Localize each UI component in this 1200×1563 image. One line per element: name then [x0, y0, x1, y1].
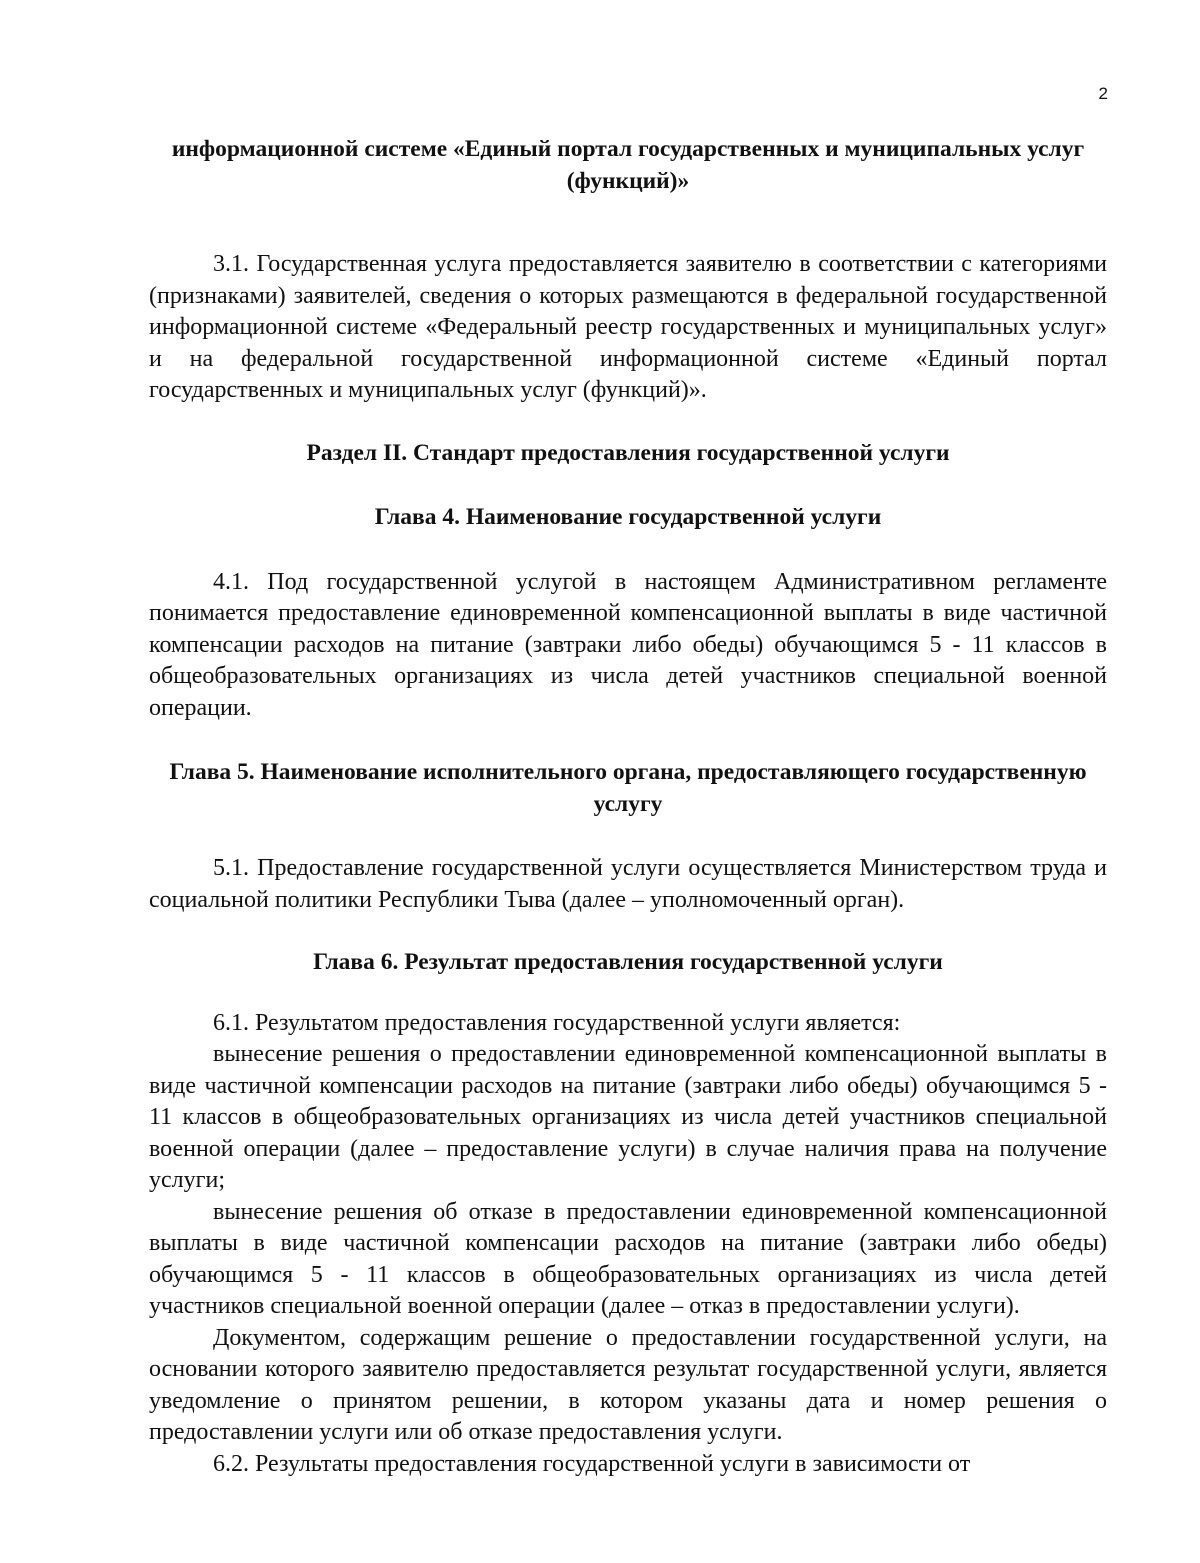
paragraph-3-1: 3.1. Государственная услуга предоставляется заявителю в соответствии с категориями (признаками) заявителей, сведения о которых размещаются в федеральной государственной информационной системе «Федеральный реестр государственных и муниципальных услуг» и на федеральной государственной информационной системе «Единый портал государственных и муниципальных услуг (функций)».	[149, 251, 1107, 403]
chapter-5-heading: Глава 5. Наименование исполнительного органа, предоставляющего государственную услугу	[169, 759, 1087, 817]
document-body	[149, 134, 1107, 1480]
paragraph-6-1-c: Документом, содержащим решение о предоставлении государственной услуги, на основании которого заявителю предоставляется результат государственной услуги, является уведомление о принятом решении, в котором указаны дата и номер решения о предоставлении услуги или об отказе предоставления услуги.	[149, 1324, 1107, 1445]
page-number: 2	[1098, 84, 1108, 103]
paragraph-6-2: 6.2. Результаты предоставления государственной услуги в зависимости от	[213, 1450, 971, 1477]
paragraph-6-1-a: вынесение решения о предоставлении единовременной компенсационной выплаты в виде частичной компенсации расходов на питание (завтраки либо обеды) обучающимся 5 - 11 классов в общеобразовательных организациях из числа детей участников специальной военной операции (далее – предоставление услуги) в случае наличия права на получение услуги;	[149, 1041, 1107, 1193]
paragraph-5-1: 5.1. Предоставление государственной услуги осуществляется Министерством труда и социальной политики Республики Тыва (далее – уполномоченный орган).	[149, 855, 1107, 913]
chapter-6-heading: Глава 6. Результат предоставления государственной услуги	[313, 949, 943, 975]
paragraph-6-1: 6.1. Результатом предоставления государственной услуги является:	[213, 1009, 901, 1036]
title-continuation: информационной системе «Единый портал государственных и муниципальных услуг (функций)»	[171, 136, 1085, 194]
section-2-heading: Раздел II. Стандарт предоставления государственной услуги	[306, 439, 950, 466]
paragraph-6-1-b: вынесение решения об отказе в предоставлении единовременной компенсационной выплаты в виде частичной компенсации расходов на питание (завтраки либо обеды) обучающимся 5 - 11 классов в общеобразовательных организациях из числа детей участников специальной военной операции (далее – отказ в предоставлении услуги).	[149, 1198, 1107, 1319]
chapter-4-heading: Глава 4. Наименование государственной услуги	[374, 504, 882, 530]
paragraph-4-1: 4.1. Под государственной услугой в настоящем Административном регламенте понимается предоставление единовременной компенсационной выплаты в виде частичной компенсации расходов на питание (завтраки либо обеды) обучающимся 5 - 11 классов в общеобразовательных организациях из числа детей участников специальной военной операции.	[149, 568, 1107, 721]
